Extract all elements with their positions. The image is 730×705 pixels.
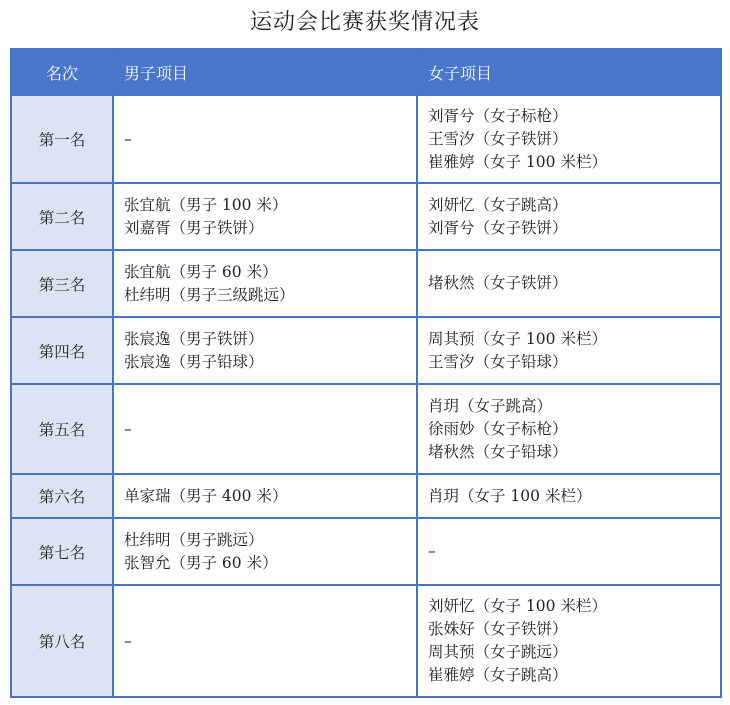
women-entry: 周其预（女子跳远） xyxy=(428,643,568,661)
men-cell xyxy=(113,317,417,384)
rank-cell: 第七名 xyxy=(11,518,113,585)
table-row xyxy=(11,384,721,474)
men-entry: – xyxy=(124,631,132,650)
women-cell xyxy=(417,384,721,474)
women-entry: 肖玥（女子跳高） xyxy=(428,396,553,415)
men-entry: 张宸逸（男子铅球） xyxy=(124,352,264,371)
men-entry: 杜纬明（男子三级跳远） xyxy=(124,285,295,304)
rank-cell: 第二名 xyxy=(11,183,113,250)
men-entry: 张宜航（男子 100 米） xyxy=(124,195,288,214)
women-entry: 张姝好（女子铁饼） xyxy=(428,620,568,638)
men-cell xyxy=(113,95,417,183)
men-entry: 刘嘉胥（男子铁饼） xyxy=(124,218,264,237)
men-cell xyxy=(113,585,417,697)
table-row xyxy=(11,183,721,250)
women-cell xyxy=(417,95,721,183)
men-entry: 张宜航（男子 60 米） xyxy=(124,262,278,281)
women-entry: 刘妍忆（女子跳高） xyxy=(428,195,568,214)
women-cell xyxy=(417,585,721,697)
women-entry: 刘胥兮（女子标枪） xyxy=(428,106,568,125)
men-entry: 杜纬明（男子跳远） xyxy=(124,530,264,549)
rank-cell: 第六名 xyxy=(11,474,113,518)
men-entry: 张宸逸（男子铁饼） xyxy=(124,329,264,348)
women-cell xyxy=(417,474,721,518)
men-entry: – xyxy=(124,129,132,148)
table-body xyxy=(11,95,721,697)
women-entry: 崔雅婷（女子 100 米栏） xyxy=(428,152,607,171)
header-row xyxy=(11,49,721,95)
men-cell xyxy=(113,183,417,250)
women-entry: 肖玥（女子 100 米栏） xyxy=(428,486,592,505)
women-entry: 王雪汐（女子铁饼） xyxy=(428,129,568,148)
table-row xyxy=(11,474,721,518)
awards-table xyxy=(10,48,722,698)
women-entry: 周其预（女子 100 米栏） xyxy=(428,329,607,348)
women-cell xyxy=(417,518,721,585)
men-cell xyxy=(113,474,417,518)
women-entry: – xyxy=(428,542,436,560)
rank-cell: 第一名 xyxy=(11,95,113,183)
table-row xyxy=(11,518,721,585)
rank-cell: 第五名 xyxy=(11,384,113,474)
table-row xyxy=(11,95,721,183)
table-row xyxy=(11,250,721,317)
women-cell xyxy=(417,250,721,317)
men-entry: 张智允（男子 60 米） xyxy=(124,553,278,572)
women-entry: 堵秋然（女子铅球） xyxy=(428,442,568,461)
women-entry: 刘胥兮（女子铁饼） xyxy=(428,218,568,237)
men-cell xyxy=(113,518,417,585)
women-entry: 堵秋然（女子铁饼） xyxy=(428,274,568,292)
table-row xyxy=(11,317,721,384)
women-entry: 崔雅婷（女子跳高） xyxy=(428,666,568,684)
women-cell xyxy=(417,317,721,384)
women-cell xyxy=(417,183,721,250)
men-cell xyxy=(113,250,417,317)
women-entry: 王雪汐（女子铅球） xyxy=(428,352,568,371)
men-cell xyxy=(113,384,417,474)
women-entry: 刘妍忆（女子 100 米栏） xyxy=(428,597,607,615)
rank-cell: 第八名 xyxy=(11,585,113,697)
page-title: 运动会比赛获奖情况表 xyxy=(249,10,480,35)
header-rank: 名次 xyxy=(11,49,113,95)
men-entry: 单家瑞（男子 400 米） xyxy=(124,486,288,505)
header-men: 男子项目 xyxy=(113,49,417,95)
women-entry: 徐雨妙（女子标枪） xyxy=(428,419,568,438)
rank-cell: 第四名 xyxy=(11,317,113,384)
table-row xyxy=(11,585,721,697)
rank-cell: 第三名 xyxy=(11,250,113,317)
men-entry: – xyxy=(124,419,132,438)
header-women: 女子项目 xyxy=(417,49,721,95)
